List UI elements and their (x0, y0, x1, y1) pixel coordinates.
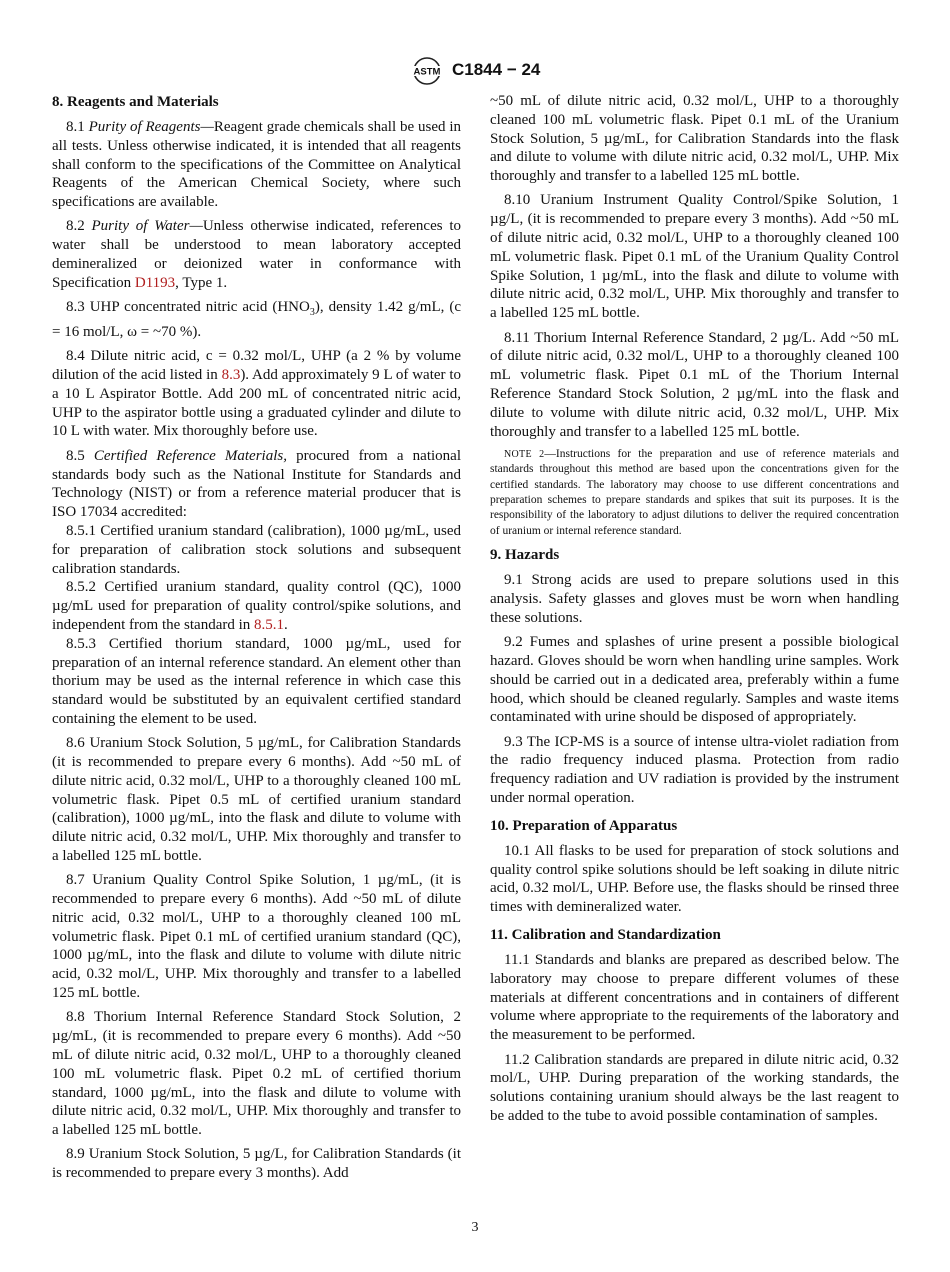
note-2: NOTE 2—Instructions for the preparation and use of reference materials and standards throughout this method are based upon the concentrations given for the certified standards. The laboratory may choose to use different concentrations and preparation schemes to prepare standards and spikes that suit its purposes. It is the responsibility of the laboratory to adjust dilutions to deliver the required concentration of uranium or internal reference standard. (490, 447, 899, 537)
paragraph-8-2: 8.2 Purity of Water—Unless otherwise indicated, references to water shall be understood to mean laboratory accepted demineralized or deionized water in conformance with Specification D1193, Type 1. (52, 218, 462, 291)
left-column (52, 92, 461, 1189)
astm-logo-icon (409, 56, 445, 86)
paragraph-10-1: 10.1 All flasks to be used for preparation of stock solutions and quality control spike solutions should be left soaking in dilute nitric acid, 0.32 mol/L, UHP. Before use, the flasks should be rinsed three times with demineralized water. (490, 842, 899, 916)
section-11-title: 11. Calibration and Standardization (490, 927, 721, 944)
paragraph-8-5-2: 8.5.2 Certified uranium standard, quality control (QC), 1000 µg/mL used for preparation of quality control/spike solutions, and independent from the standard in 8.5.1. (52, 579, 461, 633)
paragraph-11-2: 11.2 Calibration standards are prepared in dilute nitric acid, 0.32 mol/L, UHP. During preparation of the working standards, the solutions containing uranium should always be the last reagent to be added to the tube to avoid possible contamination of samples. (490, 1051, 899, 1124)
right-column (490, 92, 899, 1131)
page-header (0, 56, 950, 86)
link-8-3[interactable]: 8.3 (221, 367, 241, 384)
paragraph-9-2: 9.2 Fumes and splashes of urine present a possible biological hazard. Gloves should be worn when handling urine samples. Work should be carried out in a dedicated area, preferably within a fume hood, which should be cleaned regularly. Samples and waste items contaminated with urine should be disposed of appropriately. (490, 634, 899, 726)
paragraph-8-6: 8.6 Uranium Stock Solution, 5 µg/mL, for Calibration Standards (it is recommended to prepare every 6 months). Add ~50 mL of dilute nitric acid, 0.32 mol/L, UHP to a thoroughly cleaned 100 mL volumetric flask. Pipet 0.5 mL of certified uranium standard (calibration), 1000 µg/mL, into the flask and dilute to volume with dilute nitric acid, 0.32 mol/L, UHP. Mix thoroughly and transfer to a labelled 125 mL bottle. (52, 735, 461, 864)
page-number: 3 (471, 1220, 479, 1235)
paragraph-8-5: 8.5 Certified Reference Materials, procured from a national standards body such as the National Institute for Standards and Technology (NIST) or from a reference material producer that is ISO 17034 accredited: (52, 447, 461, 521)
purity-of-water-term: Purity of Water— (91, 218, 203, 235)
paragraph-8-8: 8.8 Thorium Internal Reference Standard Stock Solution, 2 µg/mL, (it is recommended to prepare every 6 months). Add ~50 mL of dilute nitric acid, 0.32 mol/L, UHP to a thoroughly cleaned 100 mL volumetric flask. Pipet 0.2 mL of certified thorium standard, 1000 µg/mL, into the flask and dilute to volume with dilute nitric acid, 0.32 mol/L, UHP. Mix thoroughly and transfer to a labelled 125 mL bottle. (52, 1009, 461, 1139)
paragraph-9-1: 9.1 Strong acids are used to prepare solutions used in this analysis. Safety glasses and gloves must be worn when handling these solutions. (490, 572, 899, 626)
section-8-title: 8. Reagents and Materials (52, 94, 219, 110)
standard-designation: C1844 − 24 (452, 60, 541, 79)
link-d1193[interactable]: D1193 (134, 274, 176, 291)
paragraph-8-9: 8.9 Uranium Stock Solution, 5 µg/L, for Calibration Standards (it is recommended to prepare every 3 months). Add (52, 1146, 461, 1182)
paragraph-9-3: 9.3 The ICP-MS is a source of intense ultra-violet radiation from the radio frequency induced plasma. Protection from radio frequency radiation and UV radiation is provided by the instrument under normal operation. (490, 733, 899, 807)
purity-of-reagents-term: Purity of Reagents— (88, 119, 214, 135)
paragraph-8-4: 8.4 Dilute nitric acid, c = 0.32 mol/L, UHP (a 2 % by volume dilution of the acid listed in 8.3). Add approximately 9 L of water to a 10 L Aspirator Bottle. Add 200 mL of concentrated nitric acid, UHP to the aspirator bottle using a graduated cylinder and dilute to 10 L with water. Mix thoroughly before use. (52, 348, 462, 440)
paragraph-8-5-3: 8.5.3 Certified thorium standard, 1000 µg/mL, used for preparation of an internal reference standard. An element other than thorium may be used as the internal reference in which case this standard would be substituted by an equivalent certified standard containing the element to be used. (52, 635, 461, 727)
paragraph-8-11: 8.11 Thorium Internal Reference Standard, 2 µg/L. Add ~50 mL of dilute nitric acid, 0.32 mol/L, UHP to a thoroughly cleaned 100 mL volumetric flask. Pipet 0.1 mL of the Thorium Internal Reference Standard Stock Solution, 2 µg/mL into the flask and dilute to volume with dilute nitric acid, 0.32 mol/L, UHP. Mix thoroughly and transfer to a labelled 125 mL bottle. (490, 329, 899, 440)
note-2-label: NOTE 2 (504, 448, 545, 460)
paragraph-8-5-1: 8.5.1 Certified uranium standard (calibration), 1000 µg/mL, used for preparation of calibration stock solutions and subsequent calibration standards. (52, 522, 461, 577)
astm-logo-text: ASTM (413, 66, 441, 78)
paragraph-8-7: 8.7 Uranium Quality Control Spike Solution, 1 µg/mL, (it is recommended to prepare every 6 months). Add ~50 mL of dilute nitric acid, 0.32 mol/L, UHP to a thoroughly cleaned 100 mL volumetric flask. Pipet 0.1 mL of certified uranium standard (QC), 1000 µg/mL, into the flask and dilute to volume with dilute nitric acid, 0.32 mol/L, UHP. Mix thoroughly and transfer to a labelled 125 mL bottle. (52, 872, 461, 1002)
paragraph-8-9-continued: ~50 mL of dilute nitric acid, 0.32 mol/L, UHP to a thoroughly cleaned 100 mL volumetric flask. Pipet 0.1 mL of the Uranium Stock Solution, 5 µg/mL, for Calibration Standards into the flask and dilute to volume with dilute nitric acid, 0.32 mol/L, UHP. Mix thoroughly and transfer to a labelled 125 mL bottle. (490, 93, 899, 185)
certified-reference-materials-term: Certified Reference Materials, (93, 447, 287, 464)
paragraph-8-1: 8.1 Purity of Reagents—Reagent grade chemicals shall be used in all tests. Unless otherwise indicated, it is intended that all reagents shall conform to the specifications of the Committee on Analytical Reagents of the American Chemical Society, where such specifications are available. (52, 119, 462, 211)
section-10-title: 10. Preparation of Apparatus (490, 817, 678, 834)
paragraph-11-1: 11.1 Standards and blanks are prepared as described below. The laboratory may choose to prepare different volumes of these materials at different concentrations and in containers of different volume where appropriate to the requirements of the laboratory and the measurement to be performed. (490, 952, 899, 1044)
section-9-title: 9. Hazards (490, 547, 560, 564)
paragraph-8-3: 8.3 UHP concentrated nitric acid $(HNO_3)$, density 1.42 g/mL, (c = 16 mol/L, ω = ~70 %). (52, 299, 462, 340)
paragraph-8-10: 8.10 Uranium Instrument Quality Control/Spike Solution, 1 µg/L, (it is recommended to prepare every 3 months). Add ~50 mL of dilute nitric acid, 0.32 mol/L, UHP to a thoroughly cleaned 100 mL volumetric flask. Pipet 0.1 mL of the Uranium Quality Control Spike Solution, 1 µg/mL, into the flask and dilute to volume with dilute nitric acid, 0.32 mol/L, UHP. Mix thoroughly and transfer to a labelled 125 mL bottle. (490, 192, 899, 322)
link-8-5-1[interactable]: 8.5.1 (254, 616, 285, 633)
